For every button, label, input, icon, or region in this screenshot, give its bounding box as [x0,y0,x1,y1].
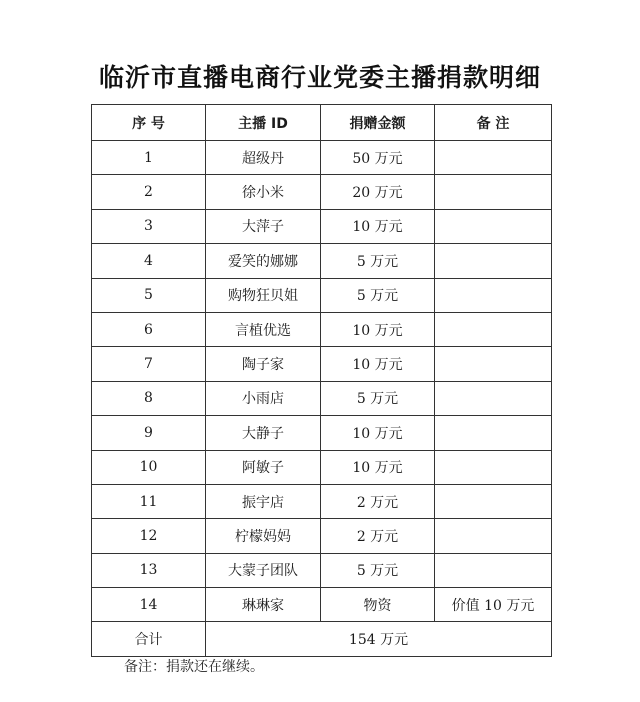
cell-anchor-id: 爱笑的娜娜 [206,244,321,278]
table-row [92,381,552,415]
cell-anchor-id: 徐小米 [206,175,321,209]
cell-remark [435,175,552,209]
page-title: 临沂市直播电商行业党委主播捐款明细 [98,63,541,92]
cell-serial-number: 4 [92,244,206,278]
cell-anchor-id: 陶子家 [206,347,321,381]
table-row [92,278,552,312]
total-row [92,622,552,656]
cell-remark [435,553,552,587]
footnote: 备注：捐款还在继续。 [124,659,264,675]
cell-serial-number: 5 [92,278,206,312]
cell-serial-number: 1 [92,141,206,175]
cell-remark [435,312,552,346]
cell-donation-amount: 50 万元 [321,141,435,175]
header-donation-amount: 捐赠金额 [321,105,435,141]
donation-table [91,104,552,657]
cell-remark [435,381,552,415]
cell-donation-amount: 10 万元 [321,347,435,381]
cell-donation-amount: 5 万元 [321,381,435,415]
cell-donation-amount: 5 万元 [321,244,435,278]
cell-remark [435,484,552,518]
table-row [92,141,552,175]
header-serial-number: 序 号 [92,105,206,141]
header-remark: 备 注 [435,105,552,141]
table-row [92,519,552,553]
cell-remark: 价值 10 万元 [435,588,552,622]
cell-remark [435,347,552,381]
table-row [92,347,552,381]
cell-anchor-id: 购物狂贝姐 [206,278,321,312]
cell-donation-amount: 10 万元 [321,312,435,346]
total-label: 合计 [92,622,206,656]
header-anchor-id: 主播 ID [206,105,321,141]
cell-donation-amount: 2 万元 [321,519,435,553]
cell-anchor-id: 超级丹 [206,141,321,175]
cell-serial-number: 12 [92,519,206,553]
cell-anchor-id: 大静子 [206,416,321,450]
cell-anchor-id: 柠檬妈妈 [206,519,321,553]
cell-remark [435,519,552,553]
cell-serial-number: 8 [92,381,206,415]
cell-serial-number: 6 [92,312,206,346]
cell-remark [435,209,552,243]
table-row [92,588,552,622]
cell-anchor-id: 言植优选 [206,312,321,346]
cell-anchor-id: 大萍子 [206,209,321,243]
cell-donation-amount: 10 万元 [321,416,435,450]
cell-donation-amount: 10 万元 [321,450,435,484]
cell-serial-number: 10 [92,450,206,484]
cell-remark [435,416,552,450]
cell-donation-amount: 物资 [321,588,435,622]
table-row [92,450,552,484]
table-row [92,553,552,587]
cell-anchor-id: 大蒙子团队 [206,553,321,587]
table-header-row [92,105,552,141]
cell-donation-amount: 20 万元 [321,175,435,209]
cell-remark [435,244,552,278]
cell-remark [435,450,552,484]
cell-serial-number: 13 [92,553,206,587]
cell-serial-number: 9 [92,416,206,450]
cell-serial-number: 7 [92,347,206,381]
table-row [92,484,552,518]
total-value: 154 万元 [206,622,552,656]
cell-remark [435,278,552,312]
cell-serial-number: 3 [92,209,206,243]
cell-anchor-id: 小雨店 [206,381,321,415]
table-row [92,312,552,346]
table-row [92,416,552,450]
cell-anchor-id: 琳琳家 [206,588,321,622]
cell-donation-amount: 2 万元 [321,484,435,518]
cell-remark [435,141,552,175]
table-row [92,209,552,243]
table-row [92,175,552,209]
table-row [92,244,552,278]
cell-donation-amount: 10 万元 [321,209,435,243]
cell-donation-amount: 5 万元 [321,553,435,587]
cell-donation-amount: 5 万元 [321,278,435,312]
cell-serial-number: 14 [92,588,206,622]
cell-anchor-id: 振宇店 [206,484,321,518]
cell-serial-number: 11 [92,484,206,518]
cell-anchor-id: 阿敏子 [206,450,321,484]
cell-serial-number: 2 [92,175,206,209]
